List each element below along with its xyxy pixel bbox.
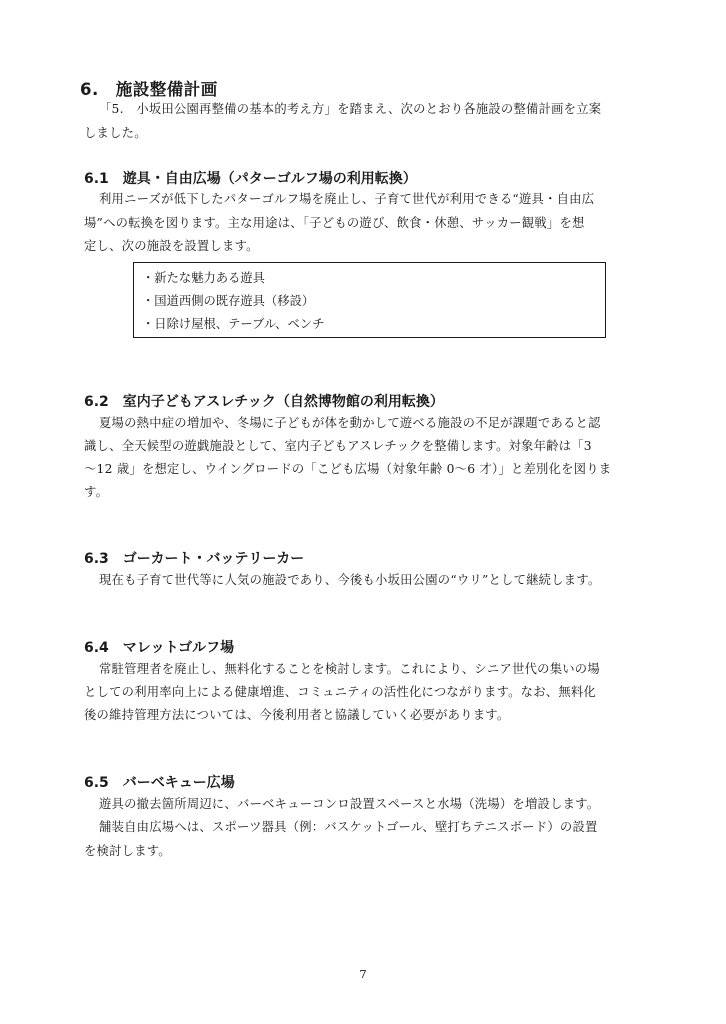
- paragraph-line: 場”への転換を図ります。主な用途は、「子どもの遊び、飲食・休憩、サッカー観戦」を想: [84, 216, 585, 230]
- facility-list-item: ・日除け屋根、テーブル、ベンチ: [142, 317, 325, 331]
- paragraph-line: 定し、次の施設を設置します。: [84, 239, 259, 253]
- paragraph-line: 夏場の熱中症の増加や、冬場に子どもが体を動かして遊べる施設の不足が課題であると認: [99, 416, 601, 430]
- paragraph-line: 識し、全天候型の遊戯施設として、室内子どもアスレチックを整備します。対象年齢は「3: [84, 439, 592, 453]
- subsection-heading-6-2: 6.2 室内子どもアスレチック（自然博物館の利用転換）: [84, 394, 444, 410]
- subsection-heading-6-4: 6.4 マレットゴルフ場: [84, 640, 235, 656]
- paragraph-line: す。: [84, 485, 109, 499]
- subsection-heading-6-1: 6.1 遊具・自由広場（パターゴルフ場の利用転換）: [84, 171, 417, 187]
- intro-line: 「5. 小坂田公園再整備の基本的考え方」を踏まえ、次のとおり各施設の整備計画を立案: [99, 102, 602, 116]
- page-number: 7: [359, 967, 367, 981]
- subsection-heading-6-3: 6.3 ゴーカート・バッテリーカー: [84, 551, 305, 567]
- subsection-heading-6-5: 6.5 バーベキュー広場: [84, 775, 235, 791]
- section-heading: 6. 施設整備計画: [80, 80, 218, 99]
- paragraph-line: としての利用率向上による健康増進、コミュニティの活性化につながります。なお、無料化: [84, 685, 596, 699]
- paragraph-line: 舗装自由広場へは、スポーツ器具（例：バスケットゴール、壁打ちテニスボード）の設置: [99, 820, 598, 834]
- paragraph-line: 遊具の撤去箇所周辺に、バーベキューコンロ設置スペースと水場（洗場）を増設します。: [99, 797, 600, 811]
- paragraph-line: 利用ニーズが低下したパターゴルフ場を廃止し、子育て世代が利用できる“遊具・自由広: [99, 192, 595, 206]
- paragraph-line: を検討します。: [84, 844, 171, 858]
- facility-list-item: ・国道西側の既存遊具（移設）: [142, 294, 315, 308]
- paragraph-line: 常駐管理者を廃止し、無料化することを検討します。これにより、シニア世代の集いの場: [99, 662, 600, 676]
- paragraph-line: 〜12 歳」を想定し、ウイングロードの「こども広場（対象年齢 0〜6 才）」と差別化を図りま: [84, 462, 612, 476]
- intro-line: しました。: [84, 126, 147, 140]
- facility-list-item: ・新たな魅力ある遊具: [142, 271, 265, 285]
- facility-list-box: [133, 262, 606, 338]
- paragraph-line: 現在も子育て世代等に人気の施設であり、今後も小坂田公園の“ウリ”として継続します。: [99, 573, 601, 587]
- paragraph-line: 後の維持管理方法については、今後利用者と協議していく必要があります。: [84, 708, 510, 722]
